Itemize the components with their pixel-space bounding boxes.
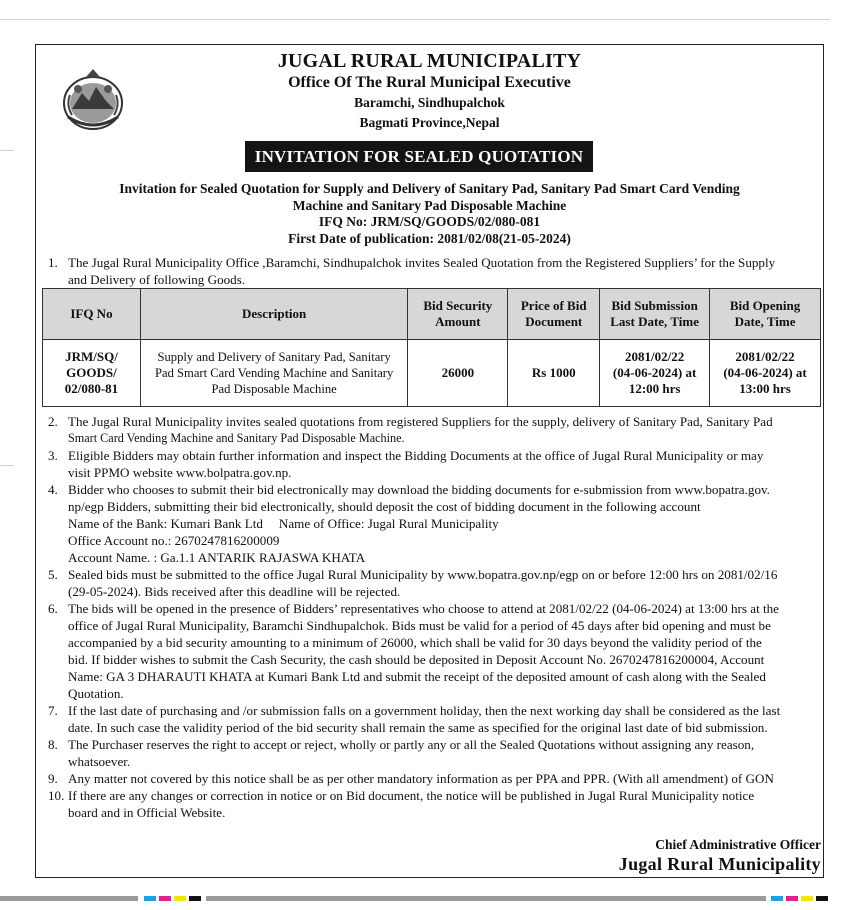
- bank-details: [48, 515, 819, 532]
- color-bar-cyan: [771, 896, 783, 901]
- notice-subtitle: [76, 181, 783, 247]
- para-text: whatsoever.: [68, 754, 131, 769]
- para-text: and Delivery of following Goods.: [68, 272, 246, 287]
- col-header-opening: Bid Opening Date, Time: [710, 289, 821, 340]
- bottom-rule: [206, 896, 766, 901]
- para-text: Eligible Bidders may obtain further information and inspect the Bidding Documents at the office of Jugal Rural Municipality or may: [68, 448, 764, 463]
- paragraph-1: [48, 254, 819, 288]
- org-name: JUGAL RURAL MUNICIPALITY: [277, 50, 582, 72]
- color-bar-cyan: [144, 896, 156, 901]
- table-row: [43, 340, 821, 407]
- color-bar-black: [816, 896, 828, 901]
- col-header-description: Description: [140, 289, 408, 340]
- cell-opening: 2081/02/22 (04-06-2024) at 13:00 hrs: [710, 340, 821, 407]
- col-header-submission: Bid Submission Last Date, Time: [600, 289, 710, 340]
- cell-description: Supply and Delivery of Sanitary Pad, Sanitary Pad Smart Card Vending Machine and Sanitary Pad Disposable Machine: [140, 340, 408, 407]
- para-text: If there are any changes or correction in notice or on Bid document, the notice will be published in Jugal Rural Municipality notice: [68, 788, 755, 803]
- para-text: Sealed bids must be submitted to the office Jugal Rural Municipality by www.bopatra.gov.np/egp on or before 12:00 hrs on 2081/02/16: [68, 567, 778, 582]
- para-text: board and in Official Website.: [68, 805, 226, 820]
- margin-tick: [0, 150, 14, 151]
- paragraph-4: [48, 481, 819, 566]
- signatory-org: Jugal Rural Municipality: [618, 854, 821, 874]
- paragraph-8: [48, 736, 819, 770]
- paragraph-5: [48, 566, 819, 600]
- para-text: Name: GA 3 DHARAUTI KHATA at Kumari Bank Ltd and submit the receipt of the deposited amount of cash along with the Sealed: [68, 669, 766, 684]
- notice-box: [35, 44, 824, 878]
- para-text: accompanied by a bid security amounting to a minimum of 26000, which shall be valid for 30 days beyond the validity period of the: [68, 635, 762, 650]
- margin-tick: [0, 465, 14, 466]
- account-number: Office Account no.: 2670247816200009: [68, 533, 280, 548]
- para-text: The bids will be opened in the presence of Bidders’ representatives who choose to attend at 2081/02/22 (04-06-2024) at 13:00 hrs at the: [68, 601, 779, 616]
- color-bar-yellow: [801, 896, 813, 901]
- subtitle-line: Machine and Sanitary Pad Disposable Machine: [292, 197, 567, 213]
- notice-banner: INVITATION FOR SEALED QUOTATION: [245, 141, 593, 172]
- para-text: (29-05-2024). Bids received after this deadline will be rejected.: [68, 584, 401, 599]
- para-number: 10.: [48, 788, 65, 803]
- bid-table: [42, 288, 821, 407]
- cell-security: 26000: [408, 340, 508, 407]
- top-divider: [0, 19, 830, 20]
- table-header-row: [43, 289, 821, 340]
- para-text: The Jugal Rural Municipality invites sealed quotations from registered Suppliers for the supply, delivery of Sanitary Pad, Sanitary Pad: [68, 414, 773, 429]
- para-text: The Purchaser reserves the right to accept or reject, wholly or partly any or all the Sealed Quotations without assigning any reason,: [68, 737, 755, 752]
- col-header-security: Bid Security Amount: [408, 289, 508, 340]
- cell-submission: 2081/02/22 (04-06-2024) at 12:00 hrs: [600, 340, 710, 407]
- bottom-rule: [0, 896, 138, 901]
- ifq-number: IFQ No: JRM/SQ/GOODS/02/080-081: [318, 214, 541, 229]
- para-number: 8.: [48, 737, 58, 752]
- paragraph-7: [48, 702, 819, 736]
- letterhead: [36, 51, 823, 133]
- color-bar-black: [189, 896, 201, 901]
- para-text: Any matter not covered by this notice shall be as per other mandatory information as per PPA and PPR. (With all amendment) of GON: [68, 771, 774, 786]
- para-text: bid. If bidder wishes to submit the Cash Security, the cash should be deposited in Deposit Account No. 2670247816200004, Account: [68, 652, 765, 667]
- color-bar-magenta: [786, 896, 798, 901]
- para-number: 3.: [48, 448, 58, 463]
- paragraph-3: [48, 447, 819, 481]
- para-number: 6.: [48, 601, 58, 616]
- publication-date: First Date of publication: 2081/02/08(21-05-2024): [288, 230, 571, 246]
- para-text: Smart Card Vending Machine and Sanitary Pad Disposable Machine.: [68, 431, 405, 445]
- para-number: 7.: [48, 703, 58, 718]
- signatory-title: Chief Administrative Officer: [655, 837, 821, 852]
- color-bar-yellow: [174, 896, 186, 901]
- para-text: visit PPMO website www.bolpatra.gov.np.: [68, 465, 292, 480]
- color-bar-magenta: [159, 896, 171, 901]
- para-text: If the last date of purchasing and /or submission falls on a government holiday, then the next working day shall be considered as the last: [68, 703, 781, 718]
- address-line: Bagmati Province,Nepal: [359, 115, 500, 130]
- para-number: 5.: [48, 567, 58, 582]
- paragraph-10: [48, 787, 819, 821]
- col-header-price: Price of Bid Document: [508, 289, 600, 340]
- para-text: office of Jugal Rural Municipality, Baramchi Sindhupalchok. Bids must be valid for a period of 45 days after bid opening and must be: [68, 618, 771, 633]
- office-name: Office Of The Rural Municipal Executive: [288, 74, 571, 91]
- para-text: date. In such case the validity period of the bid security shall remain the same as specified for the original last date of bid submission.: [68, 720, 768, 735]
- office-name-field: Name of Office: Jugal Rural Municipality: [278, 516, 499, 531]
- cell-price: Rs 1000: [508, 340, 600, 407]
- para-text: Bidder who chooses to submit their bid electronically may download the bidding documents for e-submission from www.bopatra.gov.: [68, 482, 770, 497]
- account-name: Account Name. : Ga.1.1 ANTARIK RAJASWA KHATA: [68, 550, 366, 565]
- para-number: 9.: [48, 771, 58, 786]
- address-line: Baramchi, Sindhupalchok: [354, 95, 505, 110]
- cell-ifq: JRM/SQ/ GOODS/ 02/080-81: [43, 340, 141, 407]
- bank-name: Name of the Bank: Kumari Bank Ltd: [68, 516, 263, 531]
- paragraph-2: [48, 413, 819, 447]
- para-text: The Jugal Rural Municipality Office ,Baramchi, Sindhupalchok invites Sealed Quotation from the Registered Suppliers’ for the Supply: [68, 255, 776, 270]
- paragraph-9: [48, 770, 819, 787]
- para-text: Quotation.: [68, 686, 124, 701]
- para-number: 2.: [48, 414, 58, 429]
- subtitle-line: Invitation for Sealed Quotation for Supply and Delivery of Sanitary Pad, Sanitary Pad Smart Card Vending: [119, 181, 740, 196]
- para-number: 4.: [48, 482, 58, 497]
- paragraph-6: [48, 600, 819, 702]
- para-number: 1.: [48, 255, 58, 270]
- col-header-ifq: IFQ No: [43, 289, 141, 340]
- para-text: np/egp Bidders, submitting their bid electronically, should deposit the cost of bidding document in the following account: [68, 499, 701, 514]
